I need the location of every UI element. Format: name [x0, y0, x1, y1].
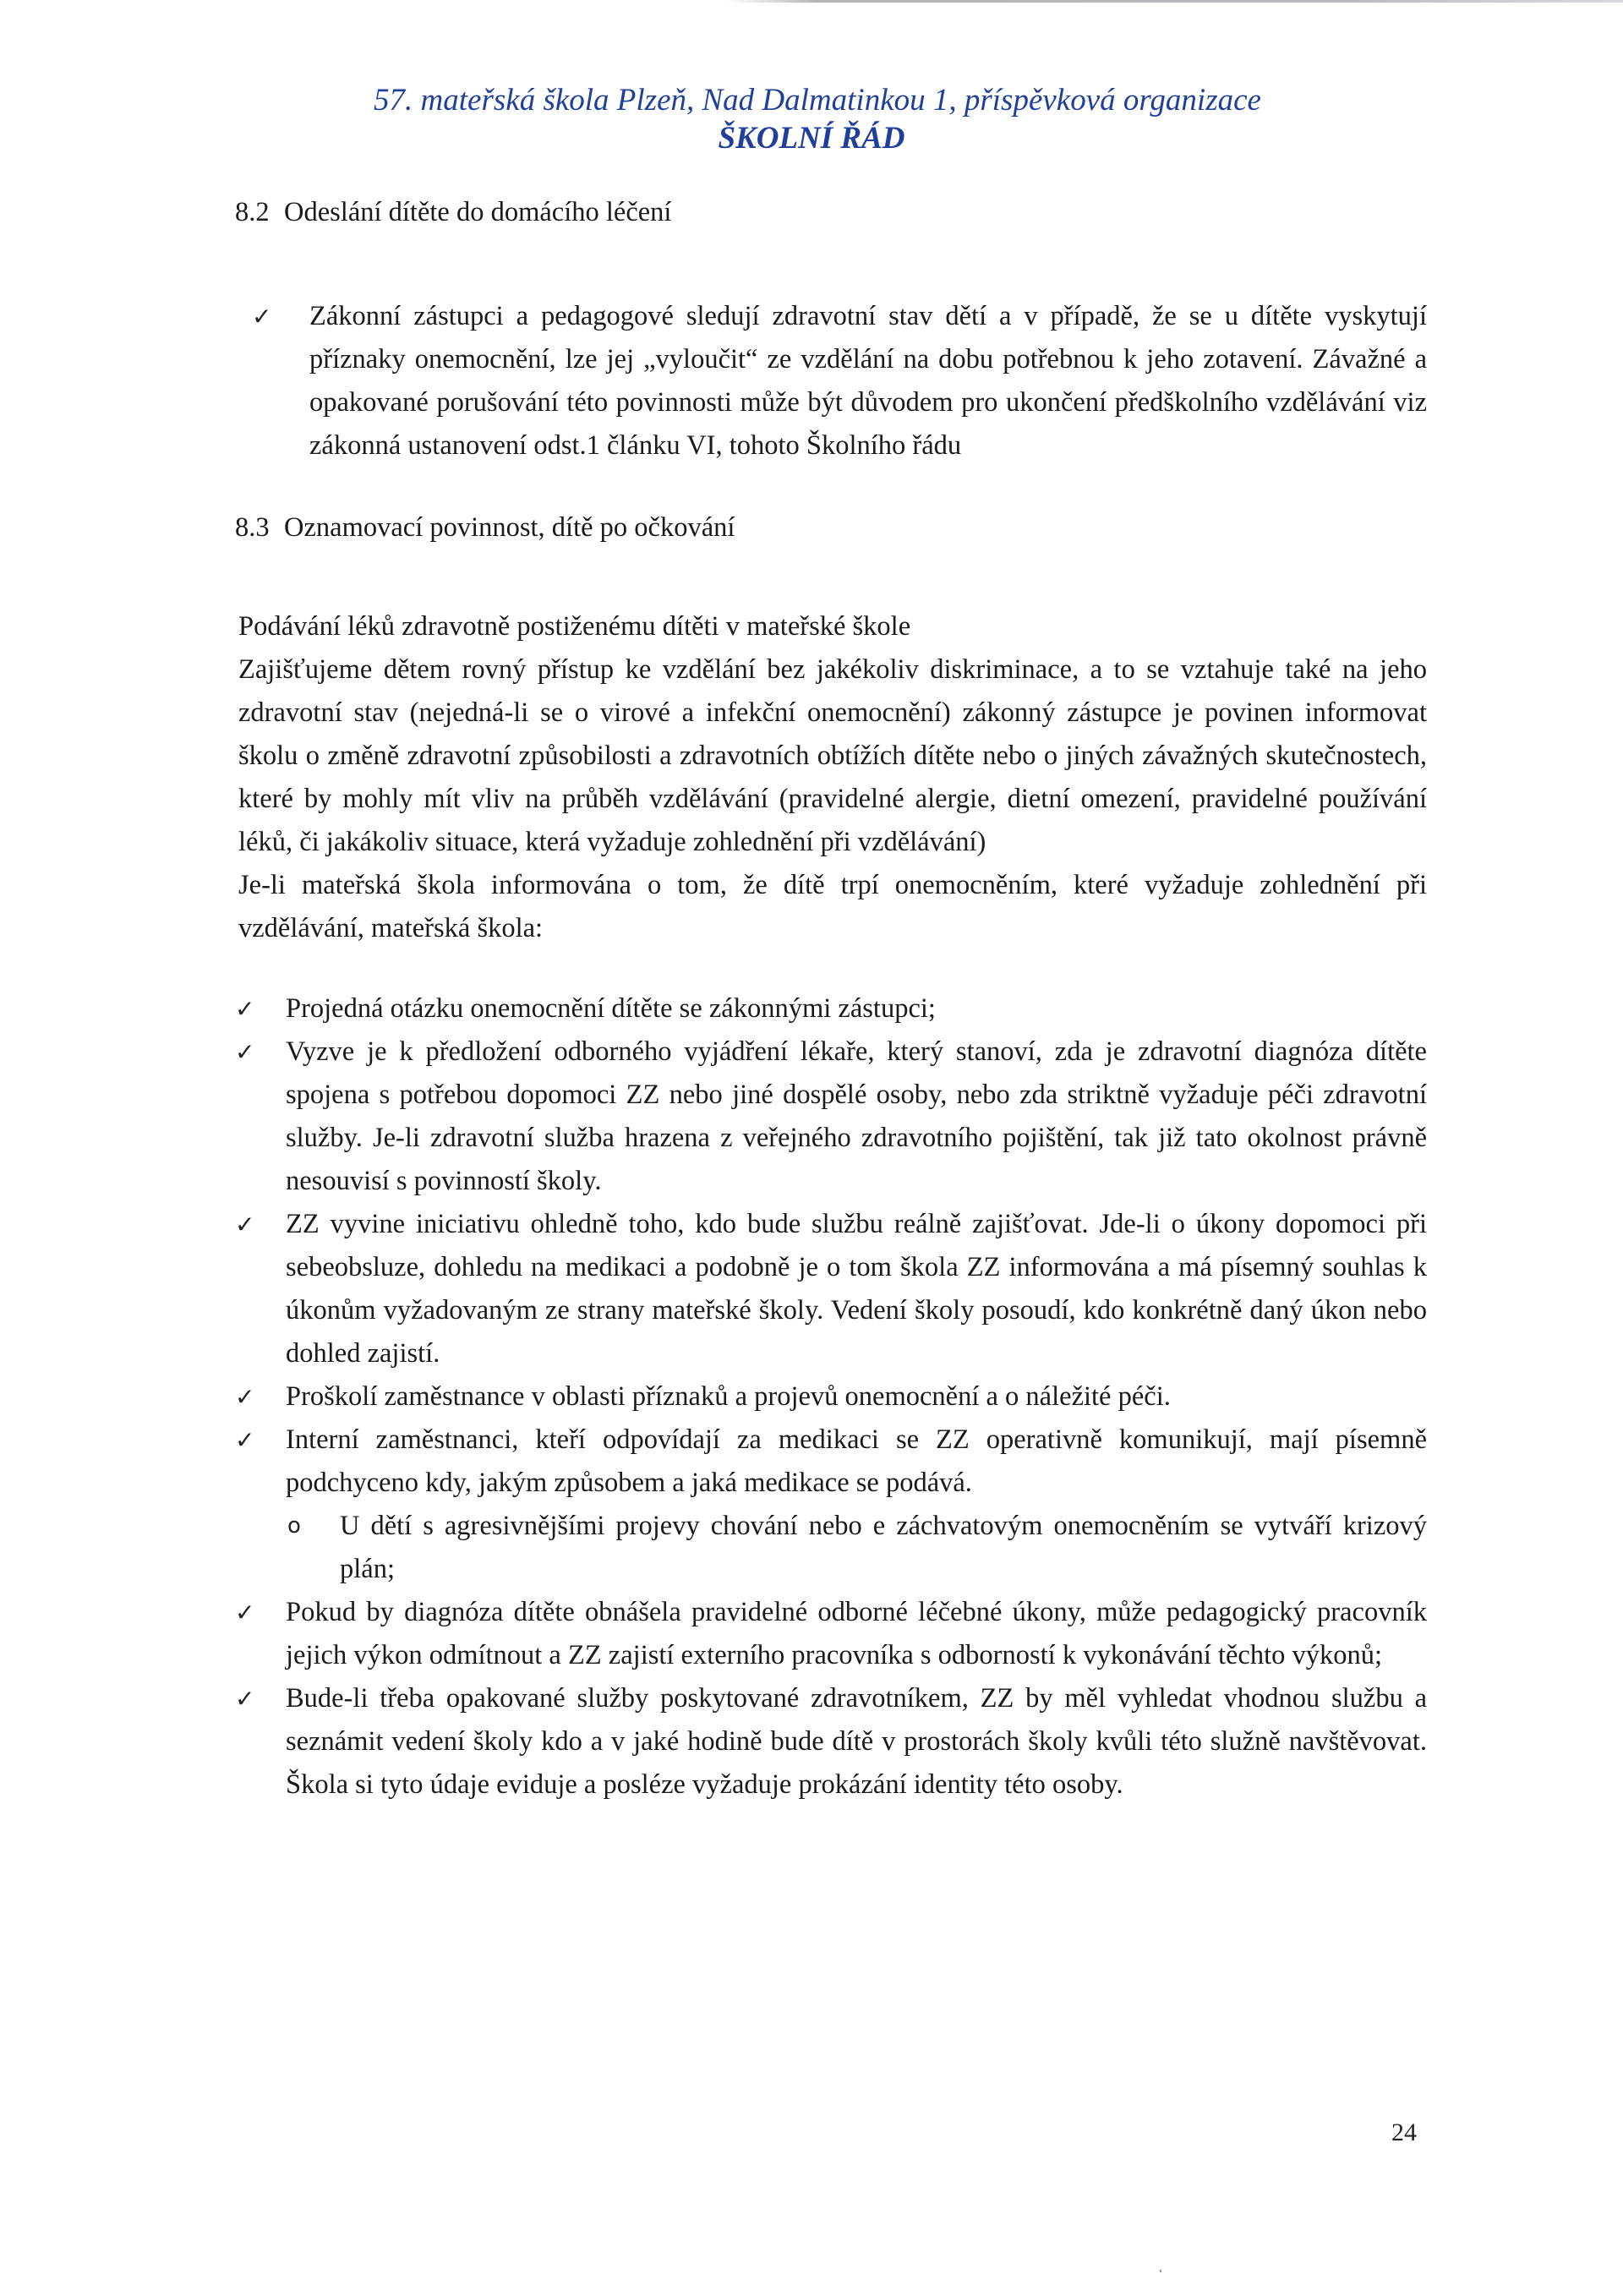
list-item	[235, 1203, 1427, 1375]
section-title: Oznamovací povinnost, dítě po očkování	[284, 512, 735, 543]
checkmark-icon: ✓	[235, 1685, 255, 1713]
section-heading	[235, 506, 1427, 549]
list-item	[235, 1677, 1427, 1807]
section-title: Odeslání dítěte do domácího léčení	[284, 197, 672, 227]
section-number: 8.2	[235, 197, 270, 227]
list-item-text: Bude-li třeba opakované služby poskytované zdravotníkem, ZZ by měl vyhledat vhodnou službu a seznámit vedení školy kdo a v jaké hodině bude dítě v prostorách školy kvůli této služně navštěvovat. Škola si tyto údaje eviduje a posléze vyžaduje prokázání identity této osoby.	[286, 1683, 1427, 1800]
checkmark-icon: ✓	[235, 995, 255, 1023]
list-item-text: Interní zaměstnanci, kteří odpovídají za medikaci se ZZ operativně komunikují, mají písemně podchyceno kdy, jakým způsobem a jaká medikace se podává.	[286, 1424, 1427, 1498]
document-title: ŠKOLNÍ ŘÁD	[718, 121, 905, 156]
list-item	[235, 1375, 1427, 1419]
list-item	[252, 295, 1427, 467]
checklist	[235, 987, 1427, 1807]
document-body	[235, 191, 1427, 1807]
section-8-2	[235, 191, 1427, 467]
list-item	[235, 987, 1427, 1030]
checklist	[252, 295, 1427, 467]
paragraph-block	[238, 605, 1427, 950]
document-header	[0, 81, 1623, 157]
page-number: 24	[1391, 2118, 1417, 2146]
section-8-3	[235, 506, 1427, 1807]
list-item	[235, 1591, 1427, 1677]
scan-artifact	[1160, 2270, 1161, 2272]
list-item-text: Zákonní zástupci a pedagogové sledují zdravotní stav dětí a v případě, že se u dítěte vyskytují příznaky onemocnění, lze jej „vyloučit“ ze vzdělání na dobu potřebnou k jeho zotavení. Závažné a opakované porušování této povinnosti může být důvodem pro ukončení předškolního vzdělávání viz zákonná ustanovení odst.1 článku VI, tohoto Školního řádu	[309, 301, 1427, 461]
checkmark-icon: ✓	[235, 1599, 255, 1626]
section-number: 8.3	[235, 512, 270, 543]
list-item-text: Pokud by diagnóza dítěte obnášela pravidelné odborné léčebné úkony, může pedagogický pracovník jejich výkon odmítnout a ZZ zajistí externího pracovníka s odborností k vykonávání těchto výkonů;	[286, 1597, 1427, 1670]
sub-list-item	[235, 1505, 1427, 1591]
list-item-text: Vyzve je k předložení odborného vyjádření lékaře, který stanoví, zda je zdravotní diagnóza dítěte spojena s potřebou dopomoci ZZ nebo jiné dospělé osoby, nebo zda striktně vyžaduje péči zdravotní služby. Je-li zdravotní služba hrazena z veřejného zdravotního pojištění, tak již tato okolnost právně nesouvisí s povinností školy.	[286, 1036, 1427, 1196]
checkmark-icon: ✓	[235, 1426, 255, 1454]
sub-list-item-text: U dětí s agresivnějšími projevy chování nebo e záchvatovým onemocněním se vytváří krizový plán;	[340, 1511, 1427, 1584]
paragraph: Zajišťujeme dětem rovný přístup ke vzdělání bez jakékoliv diskriminace, a to se vztahuje také na jeho zdravotní stav (nejedná-li se o virové a infekční onemocnění) zákonný zástupce je povinen informovat školu o změně zdravotní způsobilosti a zdravotních obtížích dítěte nebo o jiných závažných skutečnostech, které by mohly mít vliv na průběh vzdělávání (pravidelné alergie, dietní omezení, pravidelné používání léků, či jakákoliv situace, která vyžaduje zohlednění při vzdělávání)	[238, 654, 1427, 857]
section-heading	[235, 191, 1427, 234]
scan-edge-shadow	[727, 0, 1623, 3]
list-item	[235, 1030, 1427, 1203]
circle-bullet-icon: o	[287, 1513, 301, 1539]
checkmark-icon: ✓	[235, 1038, 255, 1066]
list-item-text: Proškolí zaměstnance v oblasti příznaků a projevů onemocnění a o náležité péči.	[286, 1381, 1171, 1412]
list-item	[235, 1419, 1427, 1505]
list-item-text: ZZ vyvine iniciativu ohledně toho, kdo bude službu reálně zajišťovat. Jde-li o úkony dopomoci při sebeobsluze, dohledu na medikaci a podobně je o tom škola ZZ informována a má písemný souhlas k úkonům vyžadovaným ze strany mateřské školy. Vedení školy posoudí, kdo konkrétně daný úkon nebo dohled zajistí.	[286, 1209, 1427, 1369]
organization-name: 57. mateřská škola Plzeň, Nad Dalmatinkou 1, příspěvková organizace	[374, 83, 1261, 118]
list-item-text: Projedná otázku onemocnění dítěte se zákonnými zástupci;	[286, 993, 936, 1024]
checkmark-icon: ✓	[235, 1211, 255, 1238]
checkmark-icon: ✓	[252, 303, 272, 331]
paragraph-subheading: Podávání léků zdravotně postiženému dítěti v mateřské škole	[238, 611, 911, 642]
paragraph: Je-li mateřská škola informována o tom, že dítě trpí onemocněním, které vyžaduje zohlednění při vzdělávání, mateřská škola:	[238, 870, 1427, 943]
checkmark-icon: ✓	[235, 1383, 255, 1411]
